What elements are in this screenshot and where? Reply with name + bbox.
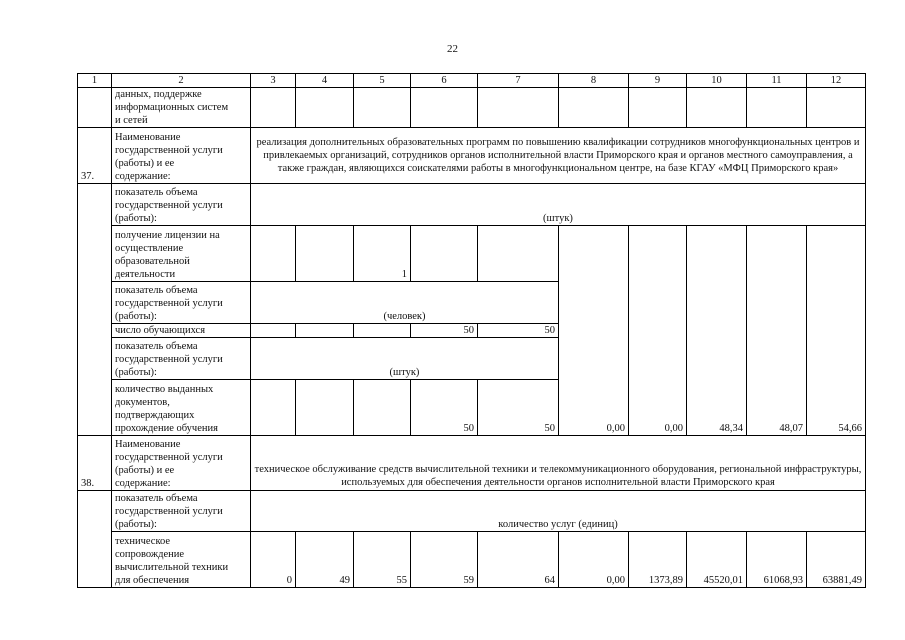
col-header-3: 3 xyxy=(251,74,296,88)
row-label-indicator-3: показатель объема государственной услуги (работы): xyxy=(112,338,251,380)
tech-value-col9: 1373,89 xyxy=(629,532,687,588)
table-row-indicator-2 xyxy=(78,282,866,324)
indicator-1-unit: (штук) xyxy=(251,184,866,226)
row-label-tech-support: техническое сопровождение вычислительной техники для обеспечения xyxy=(112,532,251,588)
header-row xyxy=(78,74,866,88)
tech-value-col10: 45520,01 xyxy=(687,532,747,588)
row-label-students: число обучающихся xyxy=(112,324,251,338)
documents-value-col12: 54,66 xyxy=(807,380,866,436)
page-number: 22 xyxy=(447,43,458,55)
col-header-9: 9 xyxy=(629,74,687,88)
col-header-4: 4 xyxy=(296,74,354,88)
tech-value-col6: 59 xyxy=(411,532,478,588)
tech-value-col3: 0 xyxy=(251,532,296,588)
col-header-2: 2 xyxy=(112,74,251,88)
documents-value-col8: 0,00 xyxy=(559,380,629,436)
tech-value-col5: 55 xyxy=(354,532,411,588)
table-row-students xyxy=(78,324,866,338)
indicator-3-unit: (штук) xyxy=(251,338,559,380)
students-value-col7: 50 xyxy=(478,324,559,338)
table-row-tech-support xyxy=(78,532,866,588)
row-number-37: 37. xyxy=(78,128,112,184)
documents-value-col10: 48,34 xyxy=(687,380,747,436)
indicator-4-unit: количество услуг (единиц) xyxy=(251,491,866,532)
state-task-table xyxy=(77,73,866,588)
table-row-service-37 xyxy=(78,128,866,184)
documents-value-col7: 50 xyxy=(478,380,559,436)
col-header-6: 6 xyxy=(411,74,478,88)
row-label-continuation: данных, поддержке информационных систем и сетей xyxy=(112,88,251,128)
col-header-12: 12 xyxy=(807,74,866,88)
col-header-8: 8 xyxy=(559,74,629,88)
row-label-service-37: Наименование государственной услуги (работы) и ее содержание: xyxy=(112,128,251,184)
row-label-service-38: Наименование государственной услуги (работы) и ее содержание: xyxy=(112,436,251,491)
students-value-col6: 50 xyxy=(411,324,478,338)
tech-value-col12: 63881,49 xyxy=(807,532,866,588)
table-row-license xyxy=(78,226,866,282)
col-header-11: 11 xyxy=(747,74,807,88)
table-row-continuation xyxy=(78,88,866,128)
service-37-content: реализация дополнительных образовательных программ по повышению квалификации сотрудников многофункциональных центров и привлекаемых организаций, сотрудников органов исполнительной власти Приморского края и органов местного самоуправления, а также граждан, являющихся соискателями работы в многофункциональном центре, на базе КГАУ «МФЦ Приморского края» xyxy=(251,128,866,184)
license-value-col5: 1 xyxy=(354,226,411,282)
row-label-indicator-2: показатель объема государственной услуги (работы): xyxy=(112,282,251,324)
row-number-38: 38. xyxy=(78,436,112,491)
col-header-5: 5 xyxy=(354,74,411,88)
table-row-indicator-1 xyxy=(78,184,866,226)
table-row-indicator-3 xyxy=(78,338,866,380)
table-row-service-38 xyxy=(78,436,866,491)
documents-value-col11: 48,07 xyxy=(747,380,807,436)
documents-value-col6: 50 xyxy=(411,380,478,436)
table-row-documents xyxy=(78,380,866,436)
table-row-indicator-4 xyxy=(78,491,866,532)
tech-value-col11: 61068,93 xyxy=(747,532,807,588)
service-38-content: техническое обслуживание средств вычислительной техники и телекоммуникационного оборудования, региональной инфраструктуры, используемых для обеспечения деятельности органов исполнительной власти Приморского края xyxy=(251,436,866,491)
row-label-documents: количество выданных документов, подтверждающих прохождение обучения xyxy=(112,380,251,436)
row-label-license: получение лицензии на осуществление образовательной деятельности xyxy=(112,226,251,282)
col-header-1: 1 xyxy=(78,74,112,88)
indicator-2-unit: (человек) xyxy=(251,282,559,324)
col-header-10: 10 xyxy=(687,74,747,88)
tech-value-col7: 64 xyxy=(478,532,559,588)
col-header-7: 7 xyxy=(478,74,559,88)
row-label-indicator-1: показатель объема государственной услуги (работы): xyxy=(112,184,251,226)
tech-value-col4: 49 xyxy=(296,532,354,588)
documents-value-col9: 0,00 xyxy=(629,380,687,436)
row-label-indicator-4: показатель объема государственной услуги (работы): xyxy=(112,491,251,532)
tech-value-col8: 0,00 xyxy=(559,532,629,588)
